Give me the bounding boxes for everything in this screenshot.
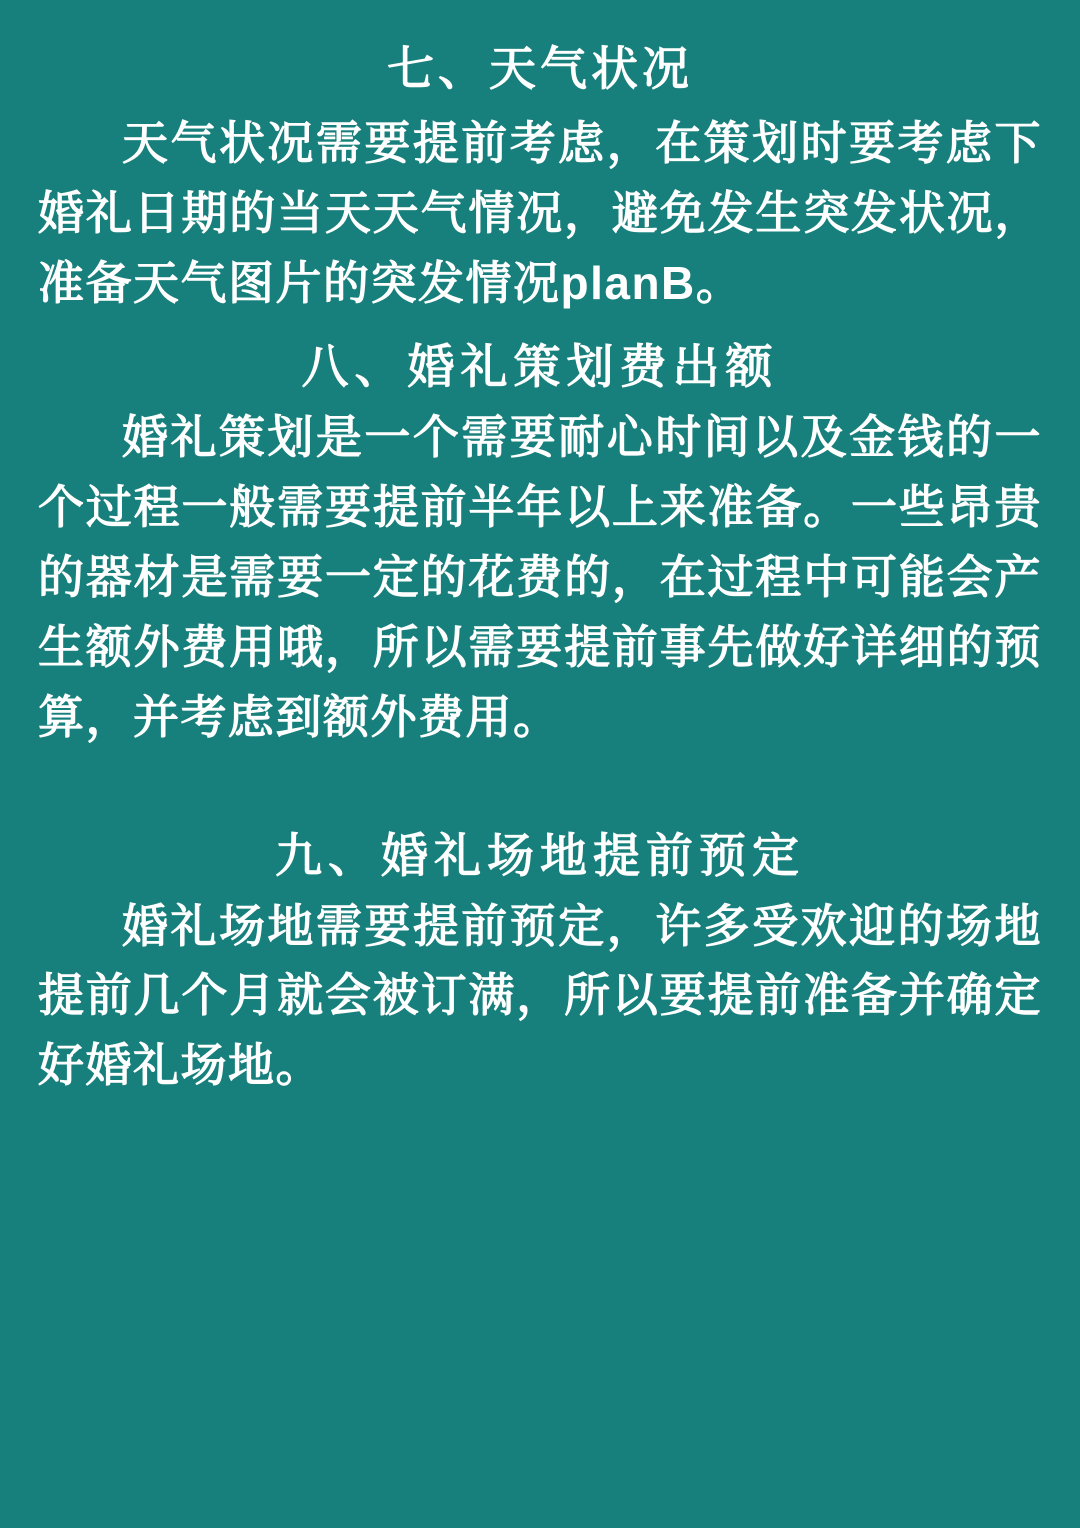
section-paragraph-venue: 婚礼场地需要提前预定，许多受欢迎的场地提前几个月就会被订满，所以要提前准备并确定好婚礼场地。 bbox=[38, 899, 1042, 1092]
section-heading-weather: 七、天气状况 bbox=[387, 42, 693, 95]
section-heading-venue: 九、婚礼场地提前预定 bbox=[275, 828, 805, 882]
section-paragraph-weather: 天气状况需要提前考虑，在策划时要考虑下婚礼日期的当天天气情况，避免发生突发状况，准备天气图片的突发情况planB。 bbox=[38, 116, 1042, 309]
section-weather bbox=[38, 40, 1042, 318]
section-heading-fee: 八、婚礼策划费出额 bbox=[301, 340, 779, 394]
section-venue bbox=[38, 827, 1042, 1101]
section-paragraph-fee: 婚礼策划是一个需要耐心时间以及金钱的一个过程一般需要提前半年以上来准备。一些昂贵的器材是需要一定的花费的，在过程中可能会产生额外费用哦，所以需要提前事先做好详细的预算，并考虑到额外费用。 bbox=[38, 411, 1042, 743]
section-fee bbox=[38, 338, 1042, 752]
